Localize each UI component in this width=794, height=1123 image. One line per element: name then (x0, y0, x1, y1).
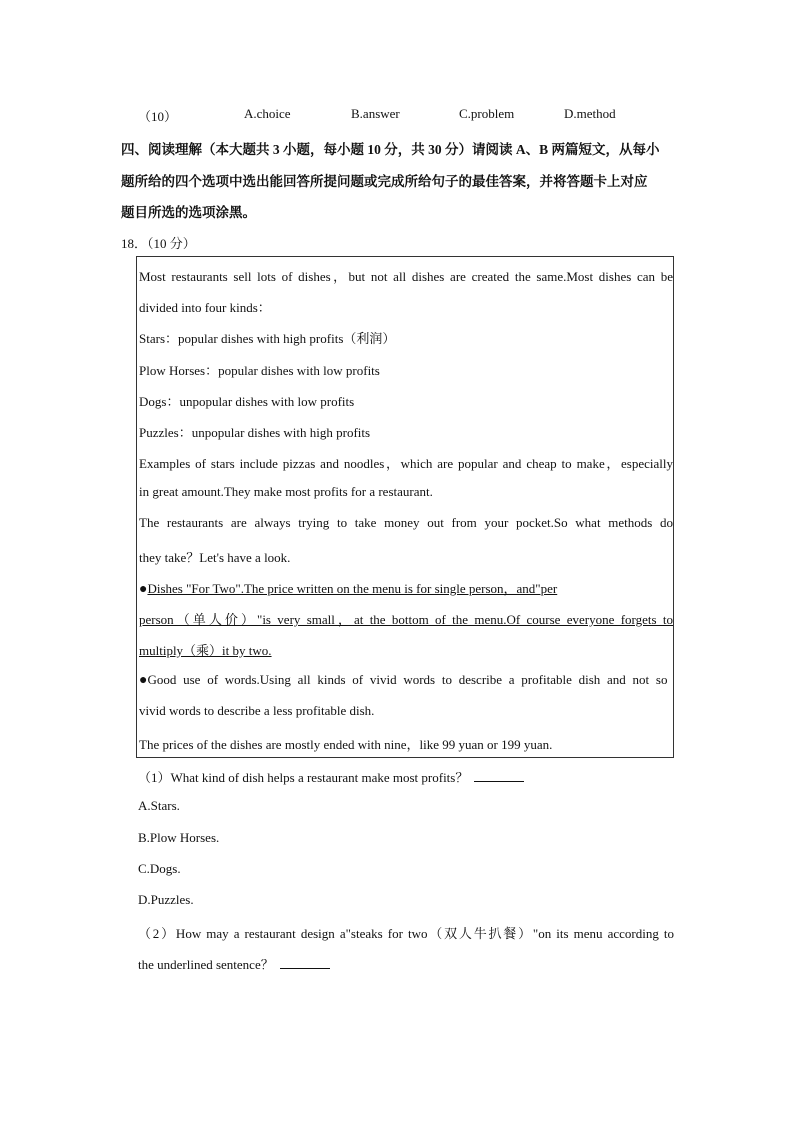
passage-line: The restaurants are always trying to take money out from your pocket.So what methods do (139, 515, 673, 530)
sub-question-1-text: （1）What kind of dish helps a restaurant make most profits？ (138, 770, 469, 785)
sub-question-1-option-a: A.Stars. (138, 798, 180, 813)
sub-question-1-option-b: B.Plow Horses. (138, 830, 220, 845)
passage-line: vivid words to describe a less profitable dish. (139, 703, 375, 718)
sub-question-1-option-d: D.Puzzles. (138, 892, 194, 907)
option-b: B.answer (351, 106, 400, 121)
passage-line-puzzles: Puzzles：unpopular dishes with high profits (139, 425, 371, 440)
underlined-sentence-cont: person（单人价）"is very small，at the bottom of the menu.Of course everyone forgets to (139, 612, 673, 627)
passage-line: Examples of stars include pizzas and noodles，which are popular and cheap to make，especially (139, 456, 673, 471)
section-4-heading-line1: 四、阅读理解（本大题共 3 小题，每小题 10 分，共 30 分）请阅读 A、B 两篇短文，从每小 (121, 142, 660, 157)
sub-question-1 (138, 767, 524, 786)
passage-line: Most restaurants sell lots of dishes，but not all dishes are created the same.Most dishes can be (139, 269, 673, 284)
passage-line: The prices of the dishes are mostly ended with nine，like 99 yuan or 199 yuan. (139, 737, 553, 752)
passage-line: in great amount.They make most profits for a restaurant. (139, 484, 433, 499)
question-18-label: 18．（10 分） (121, 236, 196, 251)
option-d: D.method (564, 106, 616, 121)
underlined-sentence: Dishes "For Two".The price written on the menu is for single person，and"per (147, 581, 558, 596)
underlined-sentence-end: multiply（乘）it by two. (139, 643, 272, 658)
sub-question-2-line1: （2）How may a restaurant design a"steaks for two（双人牛扒餐）"on its menu according to (138, 926, 674, 941)
bullet-icon: ● (139, 673, 148, 688)
bullet-icon: ● (139, 582, 148, 597)
section-4-heading-line2: 题所给的四个选项中选出能回答所提问题或完成所给句子的最佳答案，并将答题卡上对应 (121, 174, 648, 189)
answer-blank (474, 769, 524, 782)
option-c: C.problem (459, 106, 515, 121)
option-a: A.choice (244, 106, 291, 121)
passage-bullet-2 (139, 672, 673, 689)
passage-line: divided into four kinds： (139, 300, 271, 315)
reading-passage-box (136, 256, 674, 758)
passage-line: Good use of words.Using all kinds of vivid words to describe a profitable dish and not so (147, 672, 668, 687)
sub-question-1-option-c: C.Dogs. (138, 861, 181, 876)
passage-line-dogs: Dogs：unpopular dishes with low profits (139, 394, 355, 409)
passage-bullet-1 (139, 578, 557, 598)
question-10-number: （10） (138, 109, 178, 124)
question-10-options (138, 106, 658, 124)
sub-question-2-line2 (138, 954, 330, 973)
passage-line-plow-horses: Plow Horses：popular dishes with low profits (139, 363, 380, 378)
passage-line-stars: Stars：popular dishes with high profits（利润） (139, 331, 396, 346)
passage-line: they take？Let's have a look. (139, 550, 291, 565)
answer-blank (280, 956, 330, 969)
sub-question-2-text: the underlined sentence？ (138, 957, 274, 972)
section-4-heading-line3: 题目所选的选项涂黑。 (121, 205, 256, 220)
